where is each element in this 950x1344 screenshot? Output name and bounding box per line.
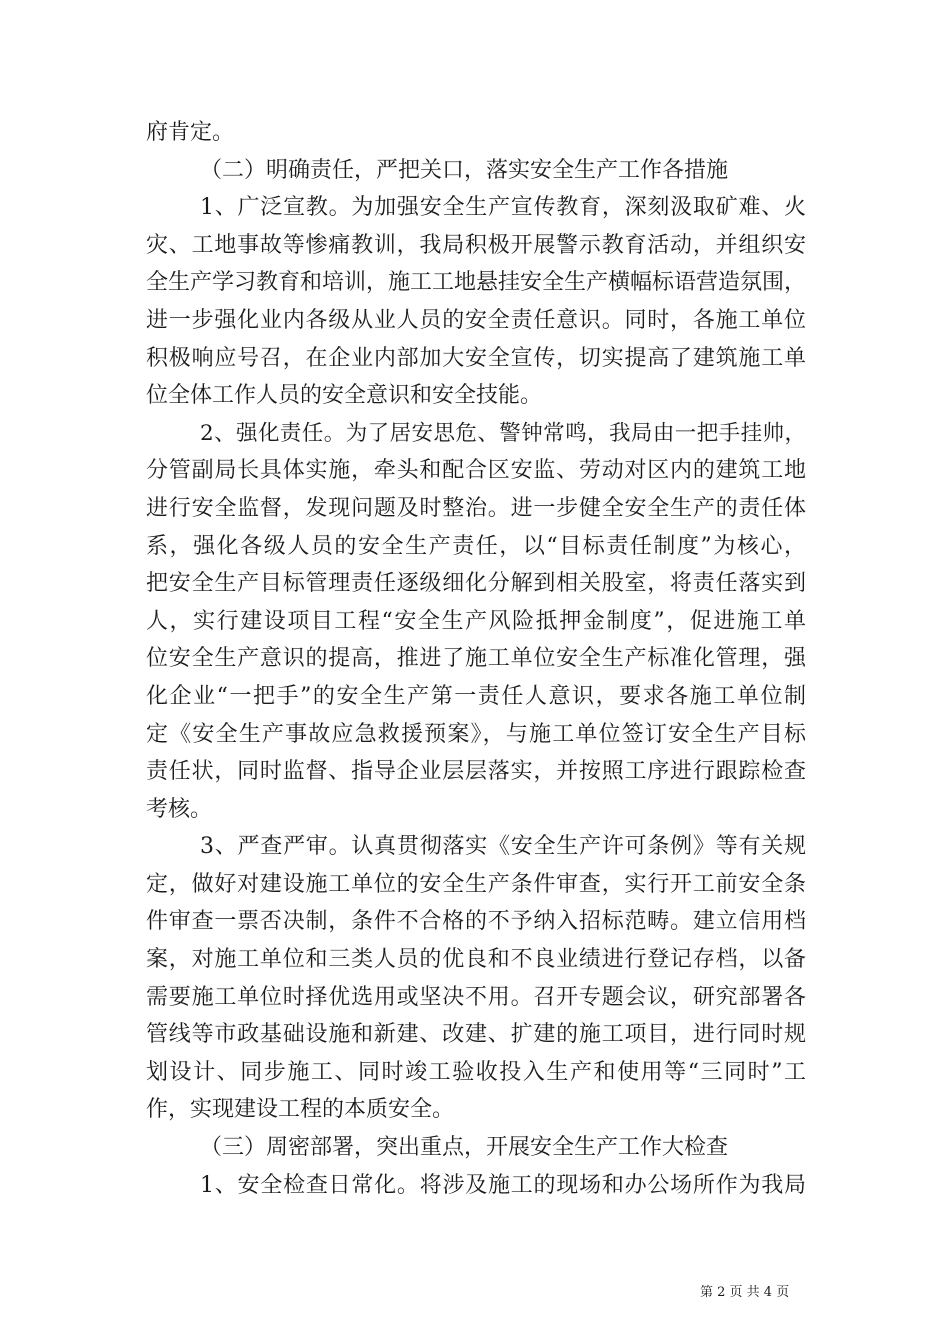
text-line: 分管副局长具体实施，牵头和配合区安监、劳动对区内的建筑工地 [146,458,806,484]
text-line: 管线等市政基础设施和新建、改建、扩建的施工项目，进行同时规 [146,1022,806,1048]
text-line: （二）明确责任，严把关口，落实安全生产工作各措施 [200,157,729,183]
text-line: 定，做好对建设施工单位的安全生产条件审查，实行开工前安全条 [146,871,806,897]
text-line: 1、广泛宣教。为加强安全生产宣传教育，深刻汲取矿难、火 [200,195,806,221]
text-line: 件审查一票否决制，条件不合格的不予纳入招标范畴。建立信用档 [146,909,806,935]
text-line: 需要施工单位时择优选用或坚决不用。召开专题会议，研究部署各 [146,984,806,1010]
text-line: 化企业“一把手”的安全生产第一责任人意识，要求各施工单位制 [146,683,806,709]
text-line: 案，对施工单位和三类人员的优良和不良业绩进行登记存档，以备 [146,947,806,973]
text-line: 进一步强化业内各级从业人员的安全责任意识。同时，各施工单位 [146,307,806,333]
text-line: 作，实现建设工程的本质安全。 [146,1097,455,1123]
document-body [146,114,806,1204]
text-line: 全生产学习教育和培训，施工工地悬挂安全生产横幅标语营造氛围， [146,270,807,296]
text-line: 2、强化责任。为了居安思危、警钟常鸣，我局由一把手挂帅， [200,420,806,446]
text-line: 系，强化各级人员的安全生产责任，以“目标责任制度”为核心， [146,533,806,559]
text-line: 积极响应号召，在企业内部加大安全宣传，切实提高了建筑施工单 [146,345,806,371]
text-line: 位安全生产意识的提高，推进了施工单位安全生产标准化管理，强 [146,646,806,672]
text-line: （三）周密部署，突出重点，开展安全生产工作大检查 [200,1135,729,1161]
text-line: 考核。 [146,796,213,822]
text-line: 位全体工作人员的安全意识和安全技能。 [146,383,543,409]
page-footer [0,1282,950,1304]
text-line: 定《安全生产事故应急救援预案》，与施工单位签订安全生产目标 [146,721,806,747]
text-line: 划设计、同步施工、同时竣工验收投入生产和使用等“三同时”工 [146,1059,806,1085]
text-line: 1、安全检查日常化。将涉及施工的现场和办公场所作为我局 [200,1172,806,1198]
text-line: 人，实行建设项目工程“安全生产风险抵押金制度”，促进施工单 [146,608,806,634]
page-number-label: 第 2 页 共 4 页 [700,1285,790,1300]
text-line: 责任状，同时监督、指导企业层层落实，并按照工序进行跟踪检查 [146,759,806,785]
text-line: 灾、工地事故等惨痛教训，我局积极开展警示教育活动，并组织安 [146,232,806,258]
text-line: 府肯定。 [146,120,235,145]
text-line: 进行安全监督，发现问题及时整治。进一步健全安全生产的责任体 [146,495,806,521]
text-line: 把安全生产目标管理责任逐级细化分解到相关股室，将责任落实到 [146,571,806,597]
text-line: 3、严查严审。认真贯彻落实《安全生产许可条例》等有关规 [200,834,806,860]
